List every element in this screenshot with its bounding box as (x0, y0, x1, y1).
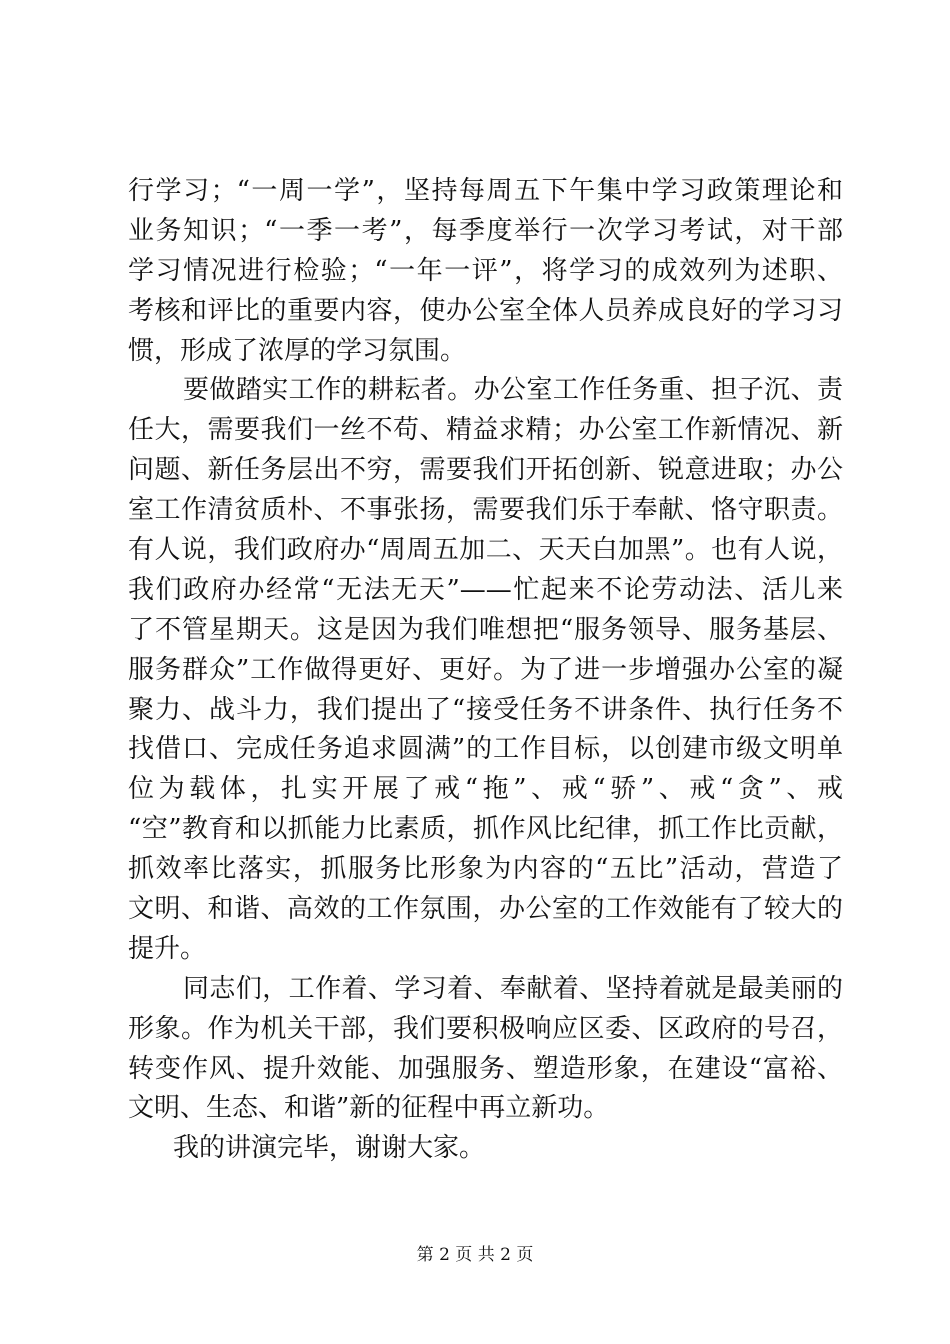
text-line: 有人说，我们政府办“周周五加二、天天白加黑”。也有人说， (128, 535, 843, 566)
text-line: 问题、新任务层出不穷，需要我们开拓创新、锐意进取；办公 (128, 455, 843, 486)
text-line: 位为载体，扎实开展了戒“拖”、戒“骄”、戒“贪”、戒 (128, 774, 843, 805)
text-line: 转变作风、提升效能、加强服务、塑造形象，在建设“富裕、 (128, 1053, 843, 1084)
text-line: 找借口、完成任务追求圆满”的工作目标，以创建市级文明单 (128, 734, 843, 765)
page-footer: 第 2 页 共 2 页 (416, 1245, 534, 1265)
text-line: 室工作清贫质朴、不事张扬，需要我们乐于奉献、恪守职责。 (128, 495, 843, 526)
text-line: “空”教育和以抓能力比素质，抓作风比纪律，抓工作比贡献， (128, 814, 843, 845)
text-line: 了不管星期天。这是因为我们唯想把“服务领导、服务基层、 (128, 614, 843, 645)
text-line: 行学习；“一周一学”，坚持每周五下午集中学习政策理论和 (128, 176, 843, 206)
closing-line: 我的讲演完毕，谢谢大家。 (173, 1133, 486, 1164)
text-line: 服务群众”工作做得更好、更好。为了进一步增强办公室的凝 (128, 654, 843, 685)
text-line: 考核和评比的重要内容，使办公室全体人员养成良好的学习习 (128, 295, 843, 326)
text-line: 学习情况进行检验；“一年一评”，将学习的成效列为述职、 (128, 255, 843, 286)
text-line: 惯，形成了浓厚的学习氛围。 (128, 335, 467, 366)
text-line: 任大，需要我们一丝不苟、精益求精；办公室工作新情况、新 (128, 415, 843, 446)
text-line: 提升。 (128, 933, 207, 964)
paragraph-first-line: 要做踏实工作的耕耘者。办公室工作任务重、担子沉、责 (183, 375, 843, 406)
text-line: 形象。作为机关干部，我们要积极响应区委、区政府的号召， (128, 1013, 843, 1044)
text-line: 我们政府办经常“无法无天”——忙起来不论劳动法、活儿来 (128, 574, 843, 605)
text-line: 文明、生态、和谐”新的征程中再立新功。 (128, 1093, 610, 1124)
text-line: 业务知识；“一季一考”，每季度举行一次学习考试，对干部 (128, 215, 843, 246)
document-body (128, 172, 843, 1169)
text-line: 文明、和谐、高效的工作氛围，办公室的工作效能有了较大的 (128, 894, 843, 925)
text-line: 聚力、战斗力，我们提出了“接受任务不讲条件、执行任务不 (128, 694, 843, 725)
paragraph-first-line: 同志们，工作着、学习着、奉献着、坚持着就是最美丽的 (183, 973, 843, 1004)
text-line: 抓效率比落实，抓服务比形象为内容的“五比”活动，营造了 (128, 854, 843, 885)
